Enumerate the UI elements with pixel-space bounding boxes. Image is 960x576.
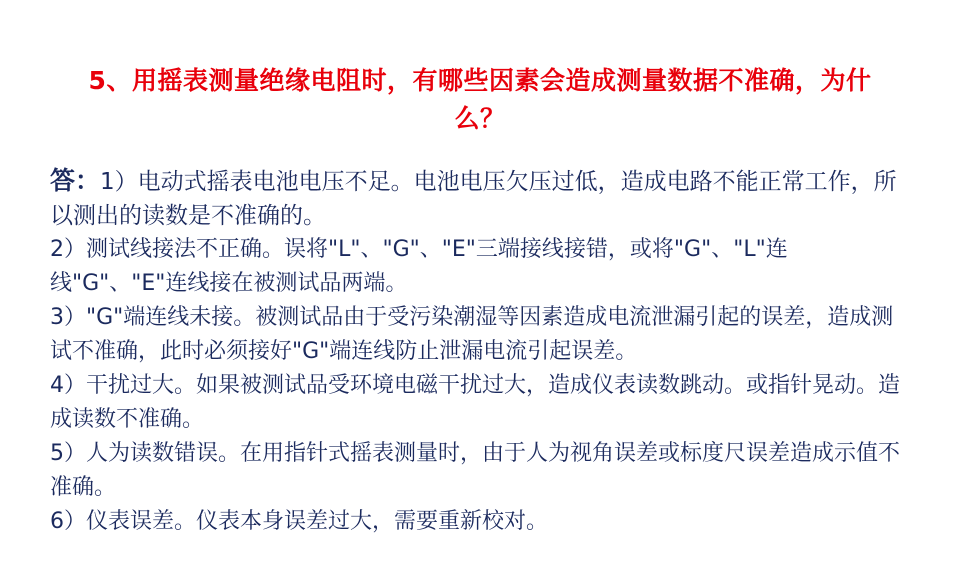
answer-paragraph-6: 6）仪表误差。仪表本身误差过大，需要重新校对。 xyxy=(50,509,548,534)
page-title: 5、用摇表测量绝缘电阻时，有哪些因素会造成测量数据不准确，为什么？ xyxy=(88,66,872,133)
answer-paragraph-1: 答：1）电动式摇表电池电压不足。电池电压欠压过低，造成电路不能正常工作，所以测出的读数是不准确的。 xyxy=(50,166,897,229)
answer-paragraph-5: 5）人为读数错误。在用指针式摇表测量时，由于人为视角误差或标度尺误差造成示值不准确。 xyxy=(50,441,900,500)
answer-body xyxy=(0,138,960,539)
answer-paragraph-3: 3）"G"端连线未接。被测试品由于受污染潮湿等因素造成电流泄漏引起的误差，造成测试不准确，此时必须接好"G"端连线防止泄漏电流引起误差。 xyxy=(50,305,894,364)
answer-paragraph-2: 2）测试线接法不正确。误将"L"、"G"、"E"三端接线接错，或将"G"、"L"连线"G"、"E"连线接在被测试品两端。 xyxy=(50,237,788,296)
answer-paragraph-4: 4）干扰过大。如果被测试品受环境电磁干扰过大，造成仪表读数跳动。或指针晃动。造成读数不准确。 xyxy=(50,373,900,432)
